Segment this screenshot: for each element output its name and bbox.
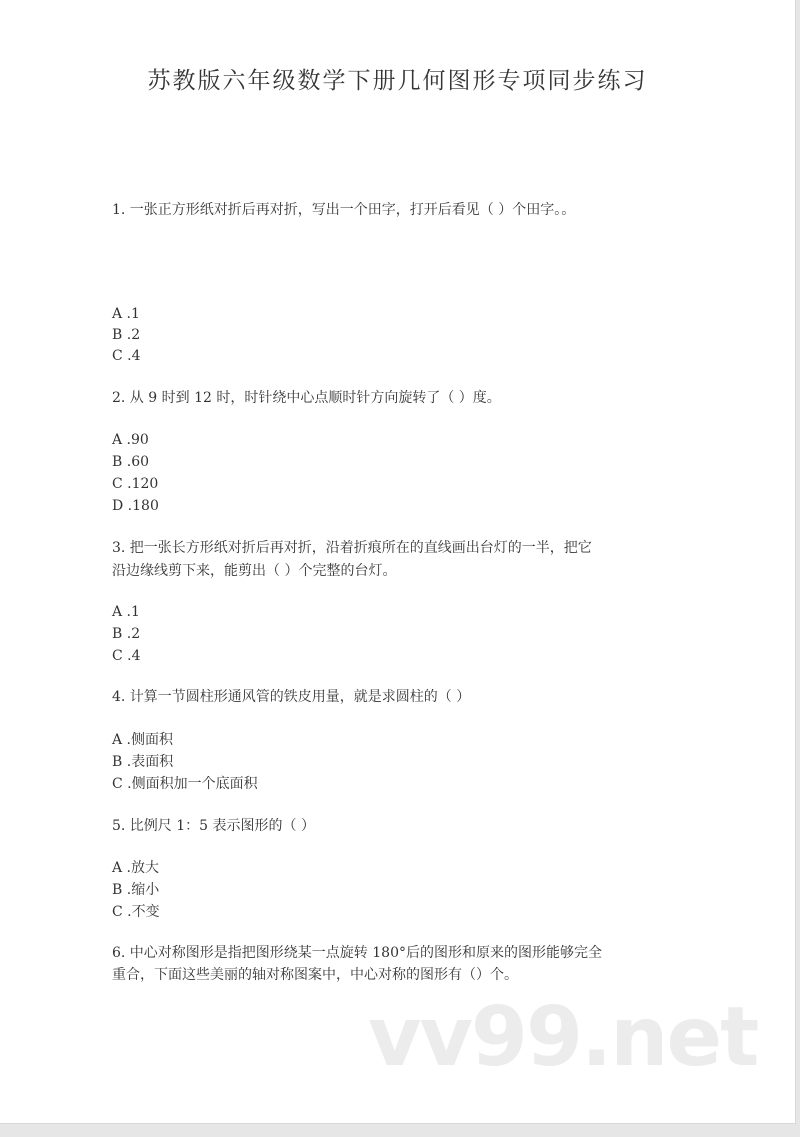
question-3-text-line2: 沿边缘线剪下来，能剪出（ ）个完整的台灯。 [112,563,397,579]
question-1-text: 1. 一张正方形纸对折后再对折，写出一个田字，打开后看见（ ）个田字。。 [112,202,576,218]
question-6-text-line1: 6. 中心对称图形是指把图形绕某一点旋转 180°后的图形和原来的图形能够完全 [112,945,602,961]
question-5-option-c: C .不变 [112,904,160,920]
question-4-option-a: A .侧面积 [112,732,174,748]
watermark: vv99.net [368,990,758,1085]
question-4-option-c: C .侧面积加一个底面积 [112,776,258,792]
question-5-option-a: A .放大 [112,860,160,876]
question-3-option-a: A .1 [112,604,140,620]
question-6-text-line2: 重合，下面这些美丽的轴对称图案中，中心对称的图形有（）个。 [112,967,518,983]
question-4-text: 4. 计算一节圆柱形通风管的铁皮用量，就是求圆柱的（ ） [112,689,471,705]
question-5-text: 5. 比例尺 1：5 表示图形的（ ） [112,818,315,834]
question-3-text-line1: 3. 把一张长方形纸对折后再对折，沿着折痕所在的直线画出台灯的一半，把它 [112,540,592,556]
question-3-option-b: B .2 [112,626,141,642]
question-5-option-b: B .缩小 [112,882,160,898]
question-2-text: 2. 从 9 时到 12 时，时针绕中心点顺时针方向旋转了（ ）度。 [112,390,501,406]
question-1-option-c: C .4 [112,348,141,364]
page-title: 苏教版六年级数学下册几何图形专项同步练习 [147,68,648,94]
question-2-option-a: A .90 [112,432,149,448]
question-2-option-c: C .120 [112,476,159,492]
question-1-option-b: B .2 [112,327,141,343]
question-4-option-b: B .表面积 [112,754,174,770]
question-2-option-d: D .180 [112,498,159,514]
question-2-option-b: B .60 [112,454,150,470]
question-3-option-c: C .4 [112,648,141,664]
question-1-option-a: A .1 [112,306,140,322]
